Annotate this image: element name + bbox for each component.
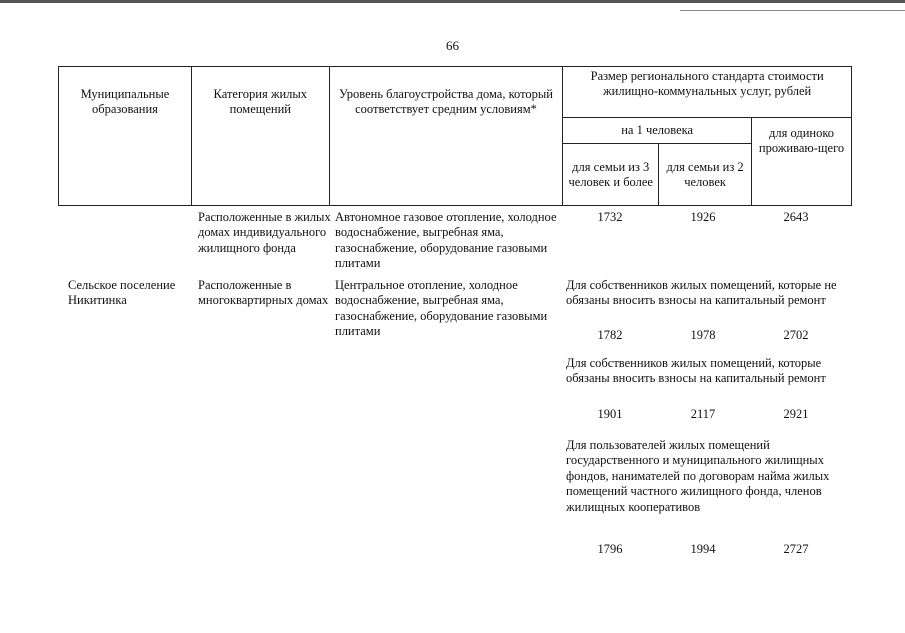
header-standard-size: Размер регионального стандарта стоимости жилищно-коммунальных услуг, рублей: [563, 67, 852, 118]
group3-label: Для пользователей жилых помещений государственного и муниципального жилищных фондов, нанимателей по договорам найма жилых помещений частного жилищного фонда, членов жилищных кооперативов: [566, 438, 830, 514]
group2-value-single: 2921: [783, 407, 809, 421]
row1-value-single: 2643: [783, 210, 809, 224]
header-category: Категория жилых помещений: [191, 67, 329, 206]
group2-value-family2: 2117: [690, 407, 716, 421]
group2-label: Для собственников жилых помещений, которые обязаны вносить взносы на капитальный ремонт: [566, 356, 826, 386]
row1-amenities: Автономное газовое отопление, холодное водоснабжение, выгребная яма, газоснабжение, оборудование газовыми плитами: [335, 210, 557, 271]
scan-top-border: [0, 0, 905, 3]
page-number: 66: [446, 38, 459, 53]
row1-value-family3: 1732: [597, 210, 623, 224]
header-single: для одиноко проживаю-щего: [752, 118, 852, 206]
row2-category: Расположенные в многоквартирных домах: [198, 278, 329, 308]
group1-value-family3: 1782: [597, 328, 623, 342]
group3-value-single: 2727: [783, 542, 809, 556]
row2-amenities: Центральное отопление, холодное водоснабжение, выгребная яма, газоснабжение, оборудование газовыми плитами: [335, 278, 548, 339]
row1-category: Расположенные в жилых домах индивидуального жилищного фонда: [198, 210, 331, 255]
group1-label: Для собственников жилых помещений, которые не обязаны вносить взносы на капитальный ремонт: [566, 278, 837, 308]
scan-edge-line: [680, 10, 905, 11]
table-header: [58, 66, 852, 206]
header-family3: для семьи из 3 человек и более: [563, 144, 659, 206]
municipality-name: Сельское поселение Никитинка: [68, 278, 176, 308]
group1-value-family2: 1978: [690, 328, 716, 342]
group3-value-family3: 1796: [597, 542, 623, 556]
group3-value-family2: 1994: [690, 542, 716, 556]
header-per-person: на 1 человека: [563, 118, 752, 144]
header-amenities: Уровень благоустройства дома, который соответствует средним условиям*: [329, 67, 563, 206]
header-municipality: Муниципальные образования: [59, 67, 192, 206]
row1-value-family2: 1926: [690, 210, 716, 224]
group1-value-single: 2702: [783, 328, 809, 342]
header-family2: для семьи из 2 человек: [659, 144, 752, 206]
group2-value-family3: 1901: [597, 407, 623, 421]
